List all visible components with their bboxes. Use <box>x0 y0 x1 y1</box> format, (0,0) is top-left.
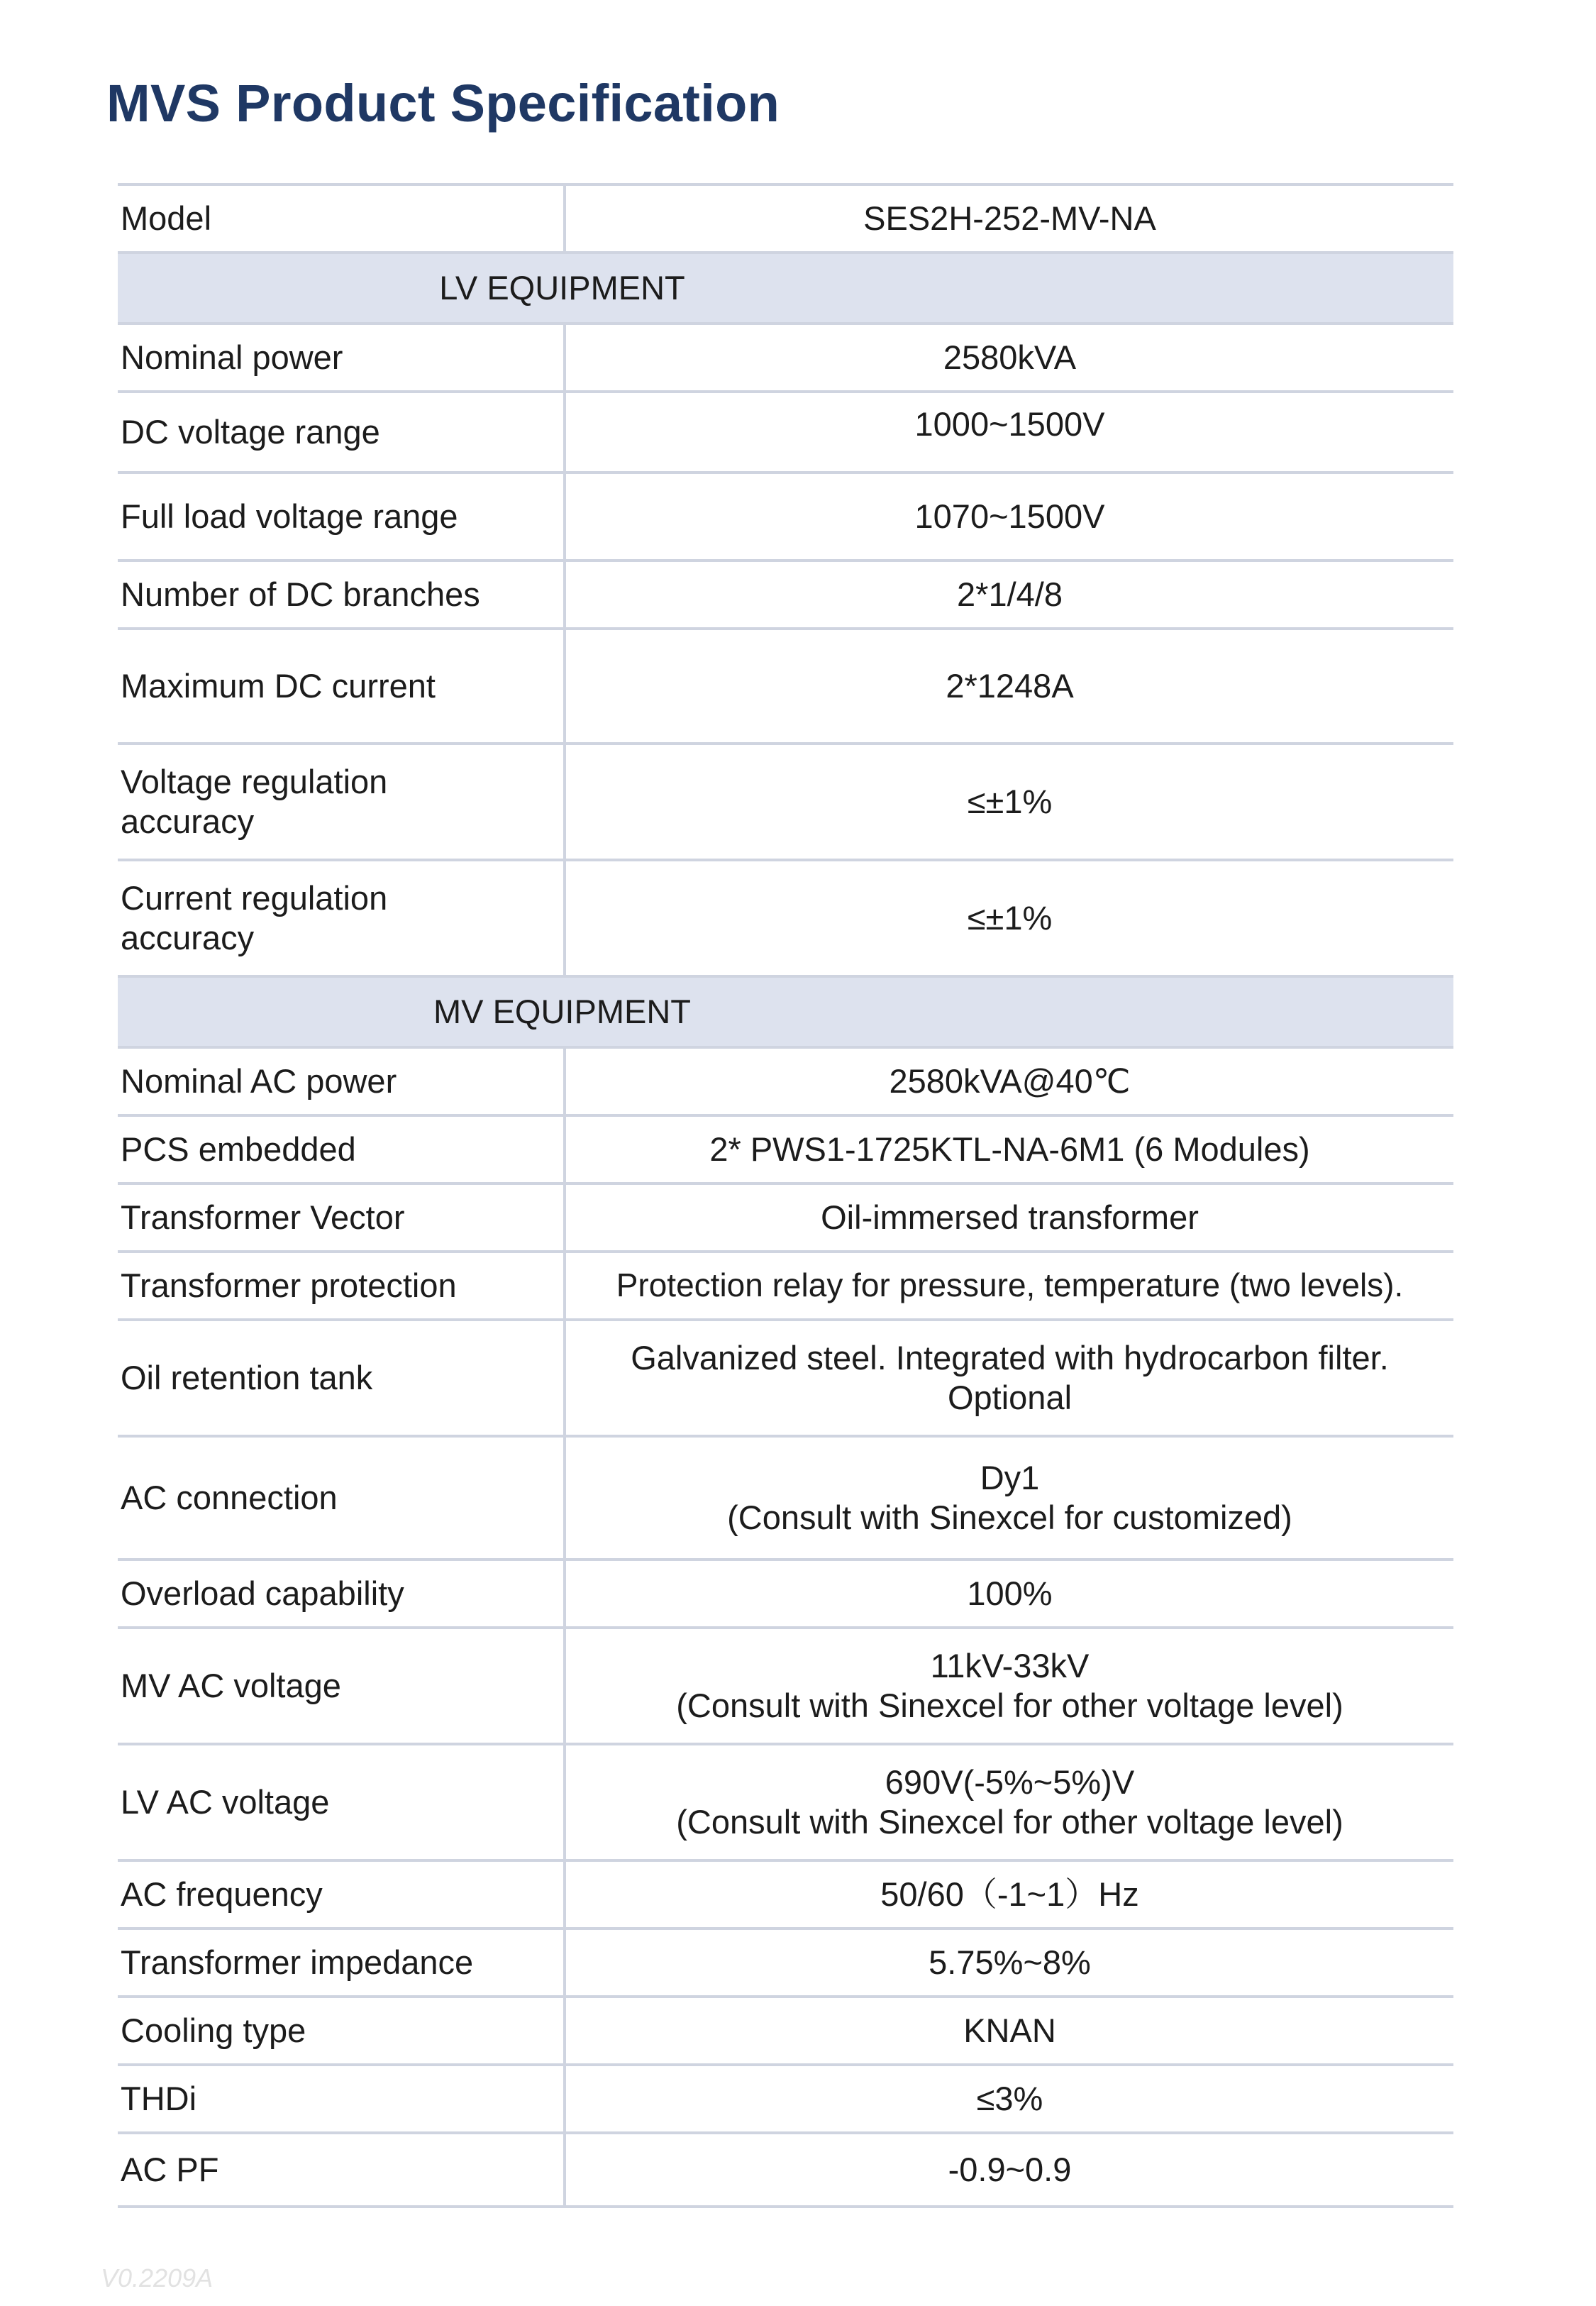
section-header-mv <box>118 976 1453 1047</box>
row-value: Dy1 (Consult with Sinexcel for customized) <box>565 1436 1453 1560</box>
row-value: ≤±1% <box>565 744 1453 860</box>
row-label: Cooling type <box>118 1997 565 2065</box>
table-row <box>118 1252 1453 1320</box>
table-row <box>118 1929 1453 1997</box>
spec-table <box>118 183 1453 2208</box>
row-label: Transformer Vector <box>118 1184 565 1252</box>
row-value: 100% <box>565 1560 1453 1628</box>
row-value: 2* PWS1-1725KTL-NA-6M1 (6 Modules) <box>565 1115 1453 1184</box>
row-value: Oil-immersed transformer <box>565 1184 1453 1252</box>
table-row <box>118 1436 1453 1560</box>
table-row <box>118 629 1453 744</box>
table-row <box>118 1744 1453 1860</box>
table-row <box>118 1047 1453 1115</box>
row-value: -0.9~0.9 <box>565 2133 1453 2207</box>
row-label: Transformer protection <box>118 1252 565 1320</box>
row-value: 2580kVA <box>565 324 1453 392</box>
row-label: AC PF <box>118 2133 565 2207</box>
row-value: 690V(-5%~5%)V (Consult with Sinexcel for other voltage level) <box>565 1744 1453 1860</box>
table-row <box>118 1560 1453 1628</box>
row-label: Maximum DC current <box>118 629 565 744</box>
row-label: Nominal AC power <box>118 1047 565 1115</box>
row-value: 11kV-33kV (Consult with Sinexcel for other voltage level) <box>565 1628 1453 1744</box>
row-label: LV AC voltage <box>118 1744 565 1860</box>
row-label: Nominal power <box>118 324 565 392</box>
row-label: MV AC voltage <box>118 1628 565 1744</box>
row-value: KNAN <box>565 1997 1453 2065</box>
row-label: Voltage regulation accuracy <box>118 744 565 860</box>
row-label: Transformer impedance <box>118 1929 565 1997</box>
row-label: Overload capability <box>118 1560 565 1628</box>
table-row <box>118 1997 1453 2065</box>
row-label: Oil retention tank <box>118 1320 565 1436</box>
row-value: 1000~1500V <box>565 392 1453 473</box>
table-row <box>118 324 1453 392</box>
row-label: AC connection <box>118 1436 565 1560</box>
table-row <box>118 1860 1453 1929</box>
version-label: V0.2209A <box>101 2263 214 2293</box>
table-row <box>118 2065 1453 2133</box>
row-value: ≤±1% <box>565 860 1453 976</box>
row-label: Current regulation accuracy <box>118 860 565 976</box>
row-value: ≤3% <box>565 2065 1453 2133</box>
row-value: SES2H-252-MV-NA <box>565 184 1453 253</box>
table-row <box>118 1115 1453 1184</box>
row-value: Protection relay for pressure, temperature (two levels). <box>565 1252 1453 1320</box>
table-row <box>118 2133 1453 2207</box>
table-row <box>118 1320 1453 1436</box>
table-row <box>118 392 1453 473</box>
page-title: MVS Product Specification <box>106 74 780 133</box>
row-value: 2*1248A <box>565 629 1453 744</box>
table-row <box>118 1184 1453 1252</box>
row-label: Number of DC branches <box>118 561 565 629</box>
row-label: AC frequency <box>118 1860 565 1929</box>
section-title: LV EQUIPMENT <box>439 268 685 307</box>
table-row-model <box>118 184 1453 253</box>
section-header-lv <box>118 253 1453 324</box>
table-row <box>118 473 1453 561</box>
row-value: 2580kVA@40℃ <box>565 1047 1453 1115</box>
row-value: 1070~1500V <box>565 473 1453 561</box>
section-title: MV EQUIPMENT <box>433 992 691 1030</box>
table-row <box>118 744 1453 860</box>
row-value: 5.75%~8% <box>565 1929 1453 1997</box>
row-value: 50/60（-1~1）Hz <box>565 1860 1453 1929</box>
row-label: THDi <box>118 2065 565 2133</box>
row-label: Model <box>118 184 565 253</box>
row-label: Full load voltage range <box>118 473 565 561</box>
row-value: Galvanized steel. Integrated with hydrocarbon filter. Optional <box>565 1320 1453 1436</box>
table-row <box>118 561 1453 629</box>
table-row <box>118 1628 1453 1744</box>
row-label: DC voltage range <box>118 392 565 473</box>
row-value: 2*1/4/8 <box>565 561 1453 629</box>
row-label: PCS embedded <box>118 1115 565 1184</box>
table-row <box>118 860 1453 976</box>
